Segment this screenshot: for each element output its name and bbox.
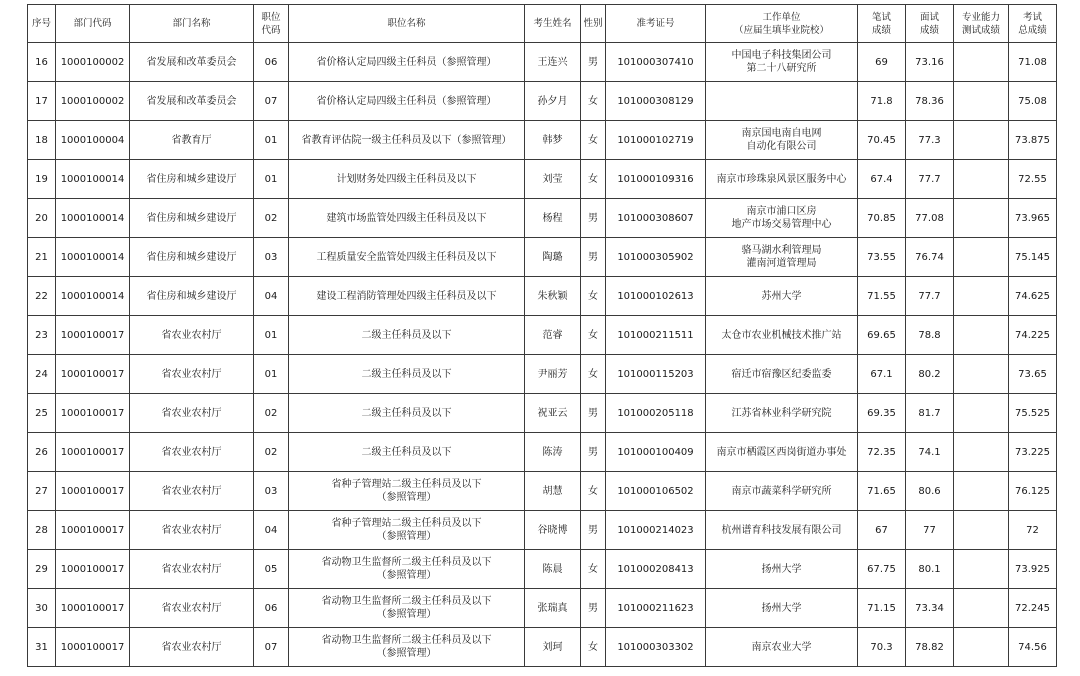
cell-col-dept-code: 1000100004 xyxy=(56,121,130,160)
table-header-row xyxy=(28,5,1057,43)
cell-col-interview-score: 80.1 xyxy=(906,550,954,589)
cell-col-professional-score xyxy=(954,121,1009,160)
cell-col-total-score: 73.225 xyxy=(1009,433,1057,472)
cell-col-candidate-name: 祝亚云 xyxy=(525,394,581,433)
header-col-interview-score: 面试 成绩 xyxy=(906,5,954,43)
cell-col-dept-name: 省发展和改革委员会 xyxy=(130,82,254,121)
cell-col-dept-name: 省发展和改革委员会 xyxy=(130,43,254,82)
cell-col-gender: 男 xyxy=(581,238,606,277)
cell-col-seq: 23 xyxy=(28,316,56,355)
cell-col-seq: 22 xyxy=(28,277,56,316)
cell-col-total-score: 73.875 xyxy=(1009,121,1057,160)
header-col-position-name: 职位名称 xyxy=(289,5,525,43)
cell-col-seq: 29 xyxy=(28,550,56,589)
header-col-dept-code: 部门代码 xyxy=(56,5,130,43)
cell-col-ticket-number: 101000214023 xyxy=(606,511,706,550)
cell-col-dept-name: 省农业农村厅 xyxy=(130,628,254,667)
cell-col-work-unit: 骆马湖水利管理局 灌南河道管理局 xyxy=(706,238,858,277)
header-col-candidate-name: 考生姓名 xyxy=(525,5,581,43)
cell-col-written-score: 67.4 xyxy=(858,160,906,199)
cell-col-professional-score xyxy=(954,394,1009,433)
cell-col-written-score: 71.15 xyxy=(858,589,906,628)
header-col-ticket-number: 准考证号 xyxy=(606,5,706,43)
cell-col-candidate-name: 尹丽芳 xyxy=(525,355,581,394)
cell-col-position-name: 建设工程消防管理处四级主任科员及以下 xyxy=(289,277,525,316)
cell-col-position-name: 省动物卫生监督所二级主任科员及以下 （参照管理） xyxy=(289,550,525,589)
cell-col-candidate-name: 韩梦 xyxy=(525,121,581,160)
cell-col-ticket-number: 101000109316 xyxy=(606,160,706,199)
cell-col-professional-score xyxy=(954,238,1009,277)
table-row xyxy=(28,277,1057,316)
header-col-work-unit: 工作单位 （应届生填毕业院校） xyxy=(706,5,858,43)
cell-col-work-unit: 南京市栖霞区西岗街道办事处 xyxy=(706,433,858,472)
cell-col-interview-score: 74.1 xyxy=(906,433,954,472)
header-col-position-code: 职位 代码 xyxy=(254,5,289,43)
cell-col-written-score: 70.3 xyxy=(858,628,906,667)
cell-col-written-score: 67 xyxy=(858,511,906,550)
cell-col-gender: 女 xyxy=(581,82,606,121)
cell-col-work-unit: 江苏省林业科学研究院 xyxy=(706,394,858,433)
cell-col-dept-code: 1000100017 xyxy=(56,316,130,355)
cell-col-position-name: 二级主任科员及以下 xyxy=(289,316,525,355)
cell-col-professional-score xyxy=(954,82,1009,121)
cell-col-professional-score xyxy=(954,511,1009,550)
cell-col-ticket-number: 101000211511 xyxy=(606,316,706,355)
cell-col-position-code: 06 xyxy=(254,589,289,628)
cell-col-dept-code: 1000100017 xyxy=(56,472,130,511)
cell-col-position-name: 二级主任科员及以下 xyxy=(289,355,525,394)
cell-col-gender: 男 xyxy=(581,589,606,628)
cell-col-seq: 25 xyxy=(28,394,56,433)
cell-col-interview-score: 76.74 xyxy=(906,238,954,277)
cell-col-candidate-name: 胡慧 xyxy=(525,472,581,511)
cell-col-dept-code: 1000100017 xyxy=(56,511,130,550)
cell-col-position-name: 省动物卫生监督所二级主任科员及以下 （参照管理） xyxy=(289,628,525,667)
cell-col-work-unit: 南京市浦口区房 地产市场交易管理中心 xyxy=(706,199,858,238)
cell-col-candidate-name: 朱秋颖 xyxy=(525,277,581,316)
cell-col-seq: 20 xyxy=(28,199,56,238)
header-col-written-score: 笔试 成绩 xyxy=(858,5,906,43)
cell-col-dept-name: 省农业农村厅 xyxy=(130,355,254,394)
cell-col-written-score: 67.1 xyxy=(858,355,906,394)
cell-col-written-score: 70.45 xyxy=(858,121,906,160)
table-body xyxy=(28,43,1057,667)
cell-col-ticket-number: 101000211623 xyxy=(606,589,706,628)
cell-col-interview-score: 80.6 xyxy=(906,472,954,511)
table-row xyxy=(28,355,1057,394)
cell-col-gender: 女 xyxy=(581,160,606,199)
score-table-sheet xyxy=(27,4,1056,667)
table-row xyxy=(28,121,1057,160)
cell-col-dept-code: 1000100014 xyxy=(56,277,130,316)
cell-col-total-score: 73.965 xyxy=(1009,199,1057,238)
cell-col-dept-name: 省农业农村厅 xyxy=(130,589,254,628)
cell-col-interview-score: 78.8 xyxy=(906,316,954,355)
cell-col-interview-score: 77.7 xyxy=(906,160,954,199)
cell-col-dept-code: 1000100017 xyxy=(56,433,130,472)
cell-col-interview-score: 73.16 xyxy=(906,43,954,82)
cell-col-written-score: 71.55 xyxy=(858,277,906,316)
cell-col-position-code: 07 xyxy=(254,628,289,667)
cell-col-professional-score xyxy=(954,628,1009,667)
cell-col-ticket-number: 101000208413 xyxy=(606,550,706,589)
cell-col-gender: 女 xyxy=(581,550,606,589)
table-row xyxy=(28,199,1057,238)
table-row xyxy=(28,511,1057,550)
table-row xyxy=(28,160,1057,199)
cell-col-ticket-number: 101000102719 xyxy=(606,121,706,160)
cell-col-candidate-name: 刘莹 xyxy=(525,160,581,199)
cell-col-total-score: 75.525 xyxy=(1009,394,1057,433)
cell-col-seq: 19 xyxy=(28,160,56,199)
cell-col-professional-score xyxy=(954,472,1009,511)
table-row xyxy=(28,394,1057,433)
cell-col-professional-score xyxy=(954,160,1009,199)
cell-col-work-unit: 中国电子科技集团公司 第二十八研究所 xyxy=(706,43,858,82)
cell-col-position-code: 02 xyxy=(254,433,289,472)
cell-col-position-name: 二级主任科员及以下 xyxy=(289,433,525,472)
cell-col-dept-code: 1000100017 xyxy=(56,355,130,394)
cell-col-interview-score: 78.82 xyxy=(906,628,954,667)
cell-col-seq: 27 xyxy=(28,472,56,511)
cell-col-professional-score xyxy=(954,355,1009,394)
cell-col-candidate-name: 张瑞真 xyxy=(525,589,581,628)
cell-col-seq: 21 xyxy=(28,238,56,277)
cell-col-position-code: 04 xyxy=(254,511,289,550)
cell-col-professional-score xyxy=(954,550,1009,589)
cell-col-dept-name: 省住房和城乡建设厅 xyxy=(130,238,254,277)
cell-col-dept-code: 1000100014 xyxy=(56,238,130,277)
cell-col-position-name: 省价格认定局四级主任科员（参照管理） xyxy=(289,43,525,82)
cell-col-written-score: 69.35 xyxy=(858,394,906,433)
cell-col-position-name: 省教育评估院一级主任科员及以下（参照管理） xyxy=(289,121,525,160)
cell-col-work-unit xyxy=(706,82,858,121)
cell-col-ticket-number: 101000205118 xyxy=(606,394,706,433)
cell-col-written-score: 71.8 xyxy=(858,82,906,121)
cell-col-dept-code: 1000100014 xyxy=(56,199,130,238)
cell-col-ticket-number: 101000100409 xyxy=(606,433,706,472)
table-row xyxy=(28,589,1057,628)
cell-col-interview-score: 81.7 xyxy=(906,394,954,433)
cell-col-position-code: 04 xyxy=(254,277,289,316)
cell-col-total-score: 73.65 xyxy=(1009,355,1057,394)
cell-col-gender: 女 xyxy=(581,472,606,511)
cell-col-gender: 女 xyxy=(581,277,606,316)
cell-col-dept-code: 1000100017 xyxy=(56,628,130,667)
cell-col-candidate-name: 陈涛 xyxy=(525,433,581,472)
cell-col-dept-name: 省农业农村厅 xyxy=(130,511,254,550)
cell-col-dept-name: 省住房和城乡建设厅 xyxy=(130,277,254,316)
cell-col-dept-name: 省农业农村厅 xyxy=(130,472,254,511)
table-row xyxy=(28,472,1057,511)
table-row xyxy=(28,433,1057,472)
cell-col-written-score: 72.35 xyxy=(858,433,906,472)
cell-col-dept-name: 省教育厅 xyxy=(130,121,254,160)
cell-col-written-score: 73.55 xyxy=(858,238,906,277)
cell-col-candidate-name: 谷晓博 xyxy=(525,511,581,550)
cell-col-dept-name: 省住房和城乡建设厅 xyxy=(130,160,254,199)
cell-col-dept-name: 省农业农村厅 xyxy=(130,394,254,433)
cell-col-gender: 女 xyxy=(581,121,606,160)
cell-col-dept-name: 省农业农村厅 xyxy=(130,550,254,589)
cell-col-professional-score xyxy=(954,43,1009,82)
cell-col-candidate-name: 范睿 xyxy=(525,316,581,355)
cell-col-dept-name: 省农业农村厅 xyxy=(130,433,254,472)
cell-col-work-unit: 宿迁市宿豫区纪委监委 xyxy=(706,355,858,394)
cell-col-dept-name: 省农业农村厅 xyxy=(130,316,254,355)
cell-col-professional-score xyxy=(954,433,1009,472)
table-row xyxy=(28,628,1057,667)
cell-col-position-code: 07 xyxy=(254,82,289,121)
cell-col-written-score: 69 xyxy=(858,43,906,82)
cell-col-position-name: 省动物卫生监督所二级主任科员及以下 （参照管理） xyxy=(289,589,525,628)
cell-col-seq: 16 xyxy=(28,43,56,82)
cell-col-position-code: 03 xyxy=(254,238,289,277)
cell-col-written-score: 67.75 xyxy=(858,550,906,589)
cell-col-position-code: 03 xyxy=(254,472,289,511)
cell-col-written-score: 70.85 xyxy=(858,199,906,238)
cell-col-total-score: 71.08 xyxy=(1009,43,1057,82)
cell-col-ticket-number: 101000102613 xyxy=(606,277,706,316)
cell-col-interview-score: 73.34 xyxy=(906,589,954,628)
cell-col-position-code: 05 xyxy=(254,550,289,589)
cell-col-written-score: 69.65 xyxy=(858,316,906,355)
table-row xyxy=(28,43,1057,82)
cell-col-seq: 28 xyxy=(28,511,56,550)
header-col-professional-score: 专业能力 测试成绩 xyxy=(954,5,1009,43)
cell-col-gender: 男 xyxy=(581,511,606,550)
cell-col-work-unit: 太仓市农业机械技术推广站 xyxy=(706,316,858,355)
cell-col-interview-score: 78.36 xyxy=(906,82,954,121)
cell-col-dept-code: 1000100017 xyxy=(56,589,130,628)
cell-col-ticket-number: 101000305902 xyxy=(606,238,706,277)
cell-col-total-score: 72.245 xyxy=(1009,589,1057,628)
cell-col-dept-code: 1000100017 xyxy=(56,550,130,589)
header-col-total-score: 考试 总成绩 xyxy=(1009,5,1057,43)
cell-col-seq: 17 xyxy=(28,82,56,121)
cell-col-interview-score: 77.3 xyxy=(906,121,954,160)
cell-col-seq: 18 xyxy=(28,121,56,160)
cell-col-work-unit: 南京国电南自电网 自动化有限公司 xyxy=(706,121,858,160)
cell-col-professional-score xyxy=(954,316,1009,355)
cell-col-ticket-number: 101000308607 xyxy=(606,199,706,238)
cell-col-professional-score xyxy=(954,199,1009,238)
cell-col-position-code: 01 xyxy=(254,316,289,355)
cell-col-position-name: 工程质量安全监管处四级主任科员及以下 xyxy=(289,238,525,277)
table-row xyxy=(28,82,1057,121)
cell-col-position-name: 省种子管理站二级主任科员及以下 （参照管理） xyxy=(289,472,525,511)
cell-col-work-unit: 扬州大学 xyxy=(706,550,858,589)
cell-col-ticket-number: 101000307410 xyxy=(606,43,706,82)
cell-col-candidate-name: 孙夕月 xyxy=(525,82,581,121)
cell-col-total-score: 73.925 xyxy=(1009,550,1057,589)
cell-col-position-code: 01 xyxy=(254,121,289,160)
cell-col-seq: 31 xyxy=(28,628,56,667)
cell-col-position-name: 计划财务处四级主任科员及以下 xyxy=(289,160,525,199)
cell-col-gender: 女 xyxy=(581,355,606,394)
cell-col-dept-name: 省住房和城乡建设厅 xyxy=(130,199,254,238)
table-row xyxy=(28,316,1057,355)
cell-col-candidate-name: 杨程 xyxy=(525,199,581,238)
cell-col-professional-score xyxy=(954,589,1009,628)
cell-col-interview-score: 77 xyxy=(906,511,954,550)
cell-col-interview-score: 77.08 xyxy=(906,199,954,238)
cell-col-dept-code: 1000100014 xyxy=(56,160,130,199)
cell-col-position-code: 01 xyxy=(254,355,289,394)
cell-col-candidate-name: 陈晨 xyxy=(525,550,581,589)
exam-score-table xyxy=(27,4,1057,667)
cell-col-position-name: 二级主任科员及以下 xyxy=(289,394,525,433)
cell-col-interview-score: 80.2 xyxy=(906,355,954,394)
cell-col-gender: 男 xyxy=(581,394,606,433)
cell-col-position-code: 02 xyxy=(254,199,289,238)
table-row xyxy=(28,238,1057,277)
cell-col-written-score: 71.65 xyxy=(858,472,906,511)
cell-col-position-code: 01 xyxy=(254,160,289,199)
cell-col-work-unit: 南京农业大学 xyxy=(706,628,858,667)
cell-col-candidate-name: 刘珂 xyxy=(525,628,581,667)
cell-col-work-unit: 苏州大学 xyxy=(706,277,858,316)
header-col-dept-name: 部门名称 xyxy=(130,5,254,43)
cell-col-total-score: 74.56 xyxy=(1009,628,1057,667)
cell-col-gender: 女 xyxy=(581,316,606,355)
table-row xyxy=(28,550,1057,589)
cell-col-total-score: 76.125 xyxy=(1009,472,1057,511)
cell-col-total-score: 72 xyxy=(1009,511,1057,550)
cell-col-gender: 男 xyxy=(581,199,606,238)
cell-col-interview-score: 77.7 xyxy=(906,277,954,316)
cell-col-position-name: 省价格认定局四级主任科员（参照管理） xyxy=(289,82,525,121)
cell-col-position-code: 06 xyxy=(254,43,289,82)
cell-col-ticket-number: 101000106502 xyxy=(606,472,706,511)
cell-col-total-score: 74.225 xyxy=(1009,316,1057,355)
cell-col-total-score: 72.55 xyxy=(1009,160,1057,199)
cell-col-total-score: 75.145 xyxy=(1009,238,1057,277)
cell-col-seq: 26 xyxy=(28,433,56,472)
header-col-seq: 序号 xyxy=(28,5,56,43)
cell-col-total-score: 75.08 xyxy=(1009,82,1057,121)
cell-col-dept-code: 1000100002 xyxy=(56,82,130,121)
cell-col-work-unit: 南京市珍珠泉风景区服务中心 xyxy=(706,160,858,199)
cell-col-position-name: 建筑市场监管处四级主任科员及以下 xyxy=(289,199,525,238)
cell-col-candidate-name: 陶璐 xyxy=(525,238,581,277)
cell-col-seq: 24 xyxy=(28,355,56,394)
cell-col-gender: 女 xyxy=(581,628,606,667)
cell-col-dept-code: 1000100017 xyxy=(56,394,130,433)
cell-col-work-unit: 扬州大学 xyxy=(706,589,858,628)
cell-col-professional-score xyxy=(954,277,1009,316)
cell-col-ticket-number: 101000308129 xyxy=(606,82,706,121)
cell-col-dept-code: 1000100002 xyxy=(56,43,130,82)
cell-col-ticket-number: 101000115203 xyxy=(606,355,706,394)
cell-col-seq: 30 xyxy=(28,589,56,628)
cell-col-position-name: 省种子管理站二级主任科员及以下 （参照管理） xyxy=(289,511,525,550)
header-col-gender: 性别 xyxy=(581,5,606,43)
cell-col-ticket-number: 101000303302 xyxy=(606,628,706,667)
cell-col-gender: 男 xyxy=(581,433,606,472)
cell-col-position-code: 02 xyxy=(254,394,289,433)
cell-col-total-score: 74.625 xyxy=(1009,277,1057,316)
cell-col-work-unit: 杭州谱育科技发展有限公司 xyxy=(706,511,858,550)
cell-col-candidate-name: 王连兴 xyxy=(525,43,581,82)
cell-col-work-unit: 南京市蔬菜科学研究所 xyxy=(706,472,858,511)
cell-col-gender: 男 xyxy=(581,43,606,82)
